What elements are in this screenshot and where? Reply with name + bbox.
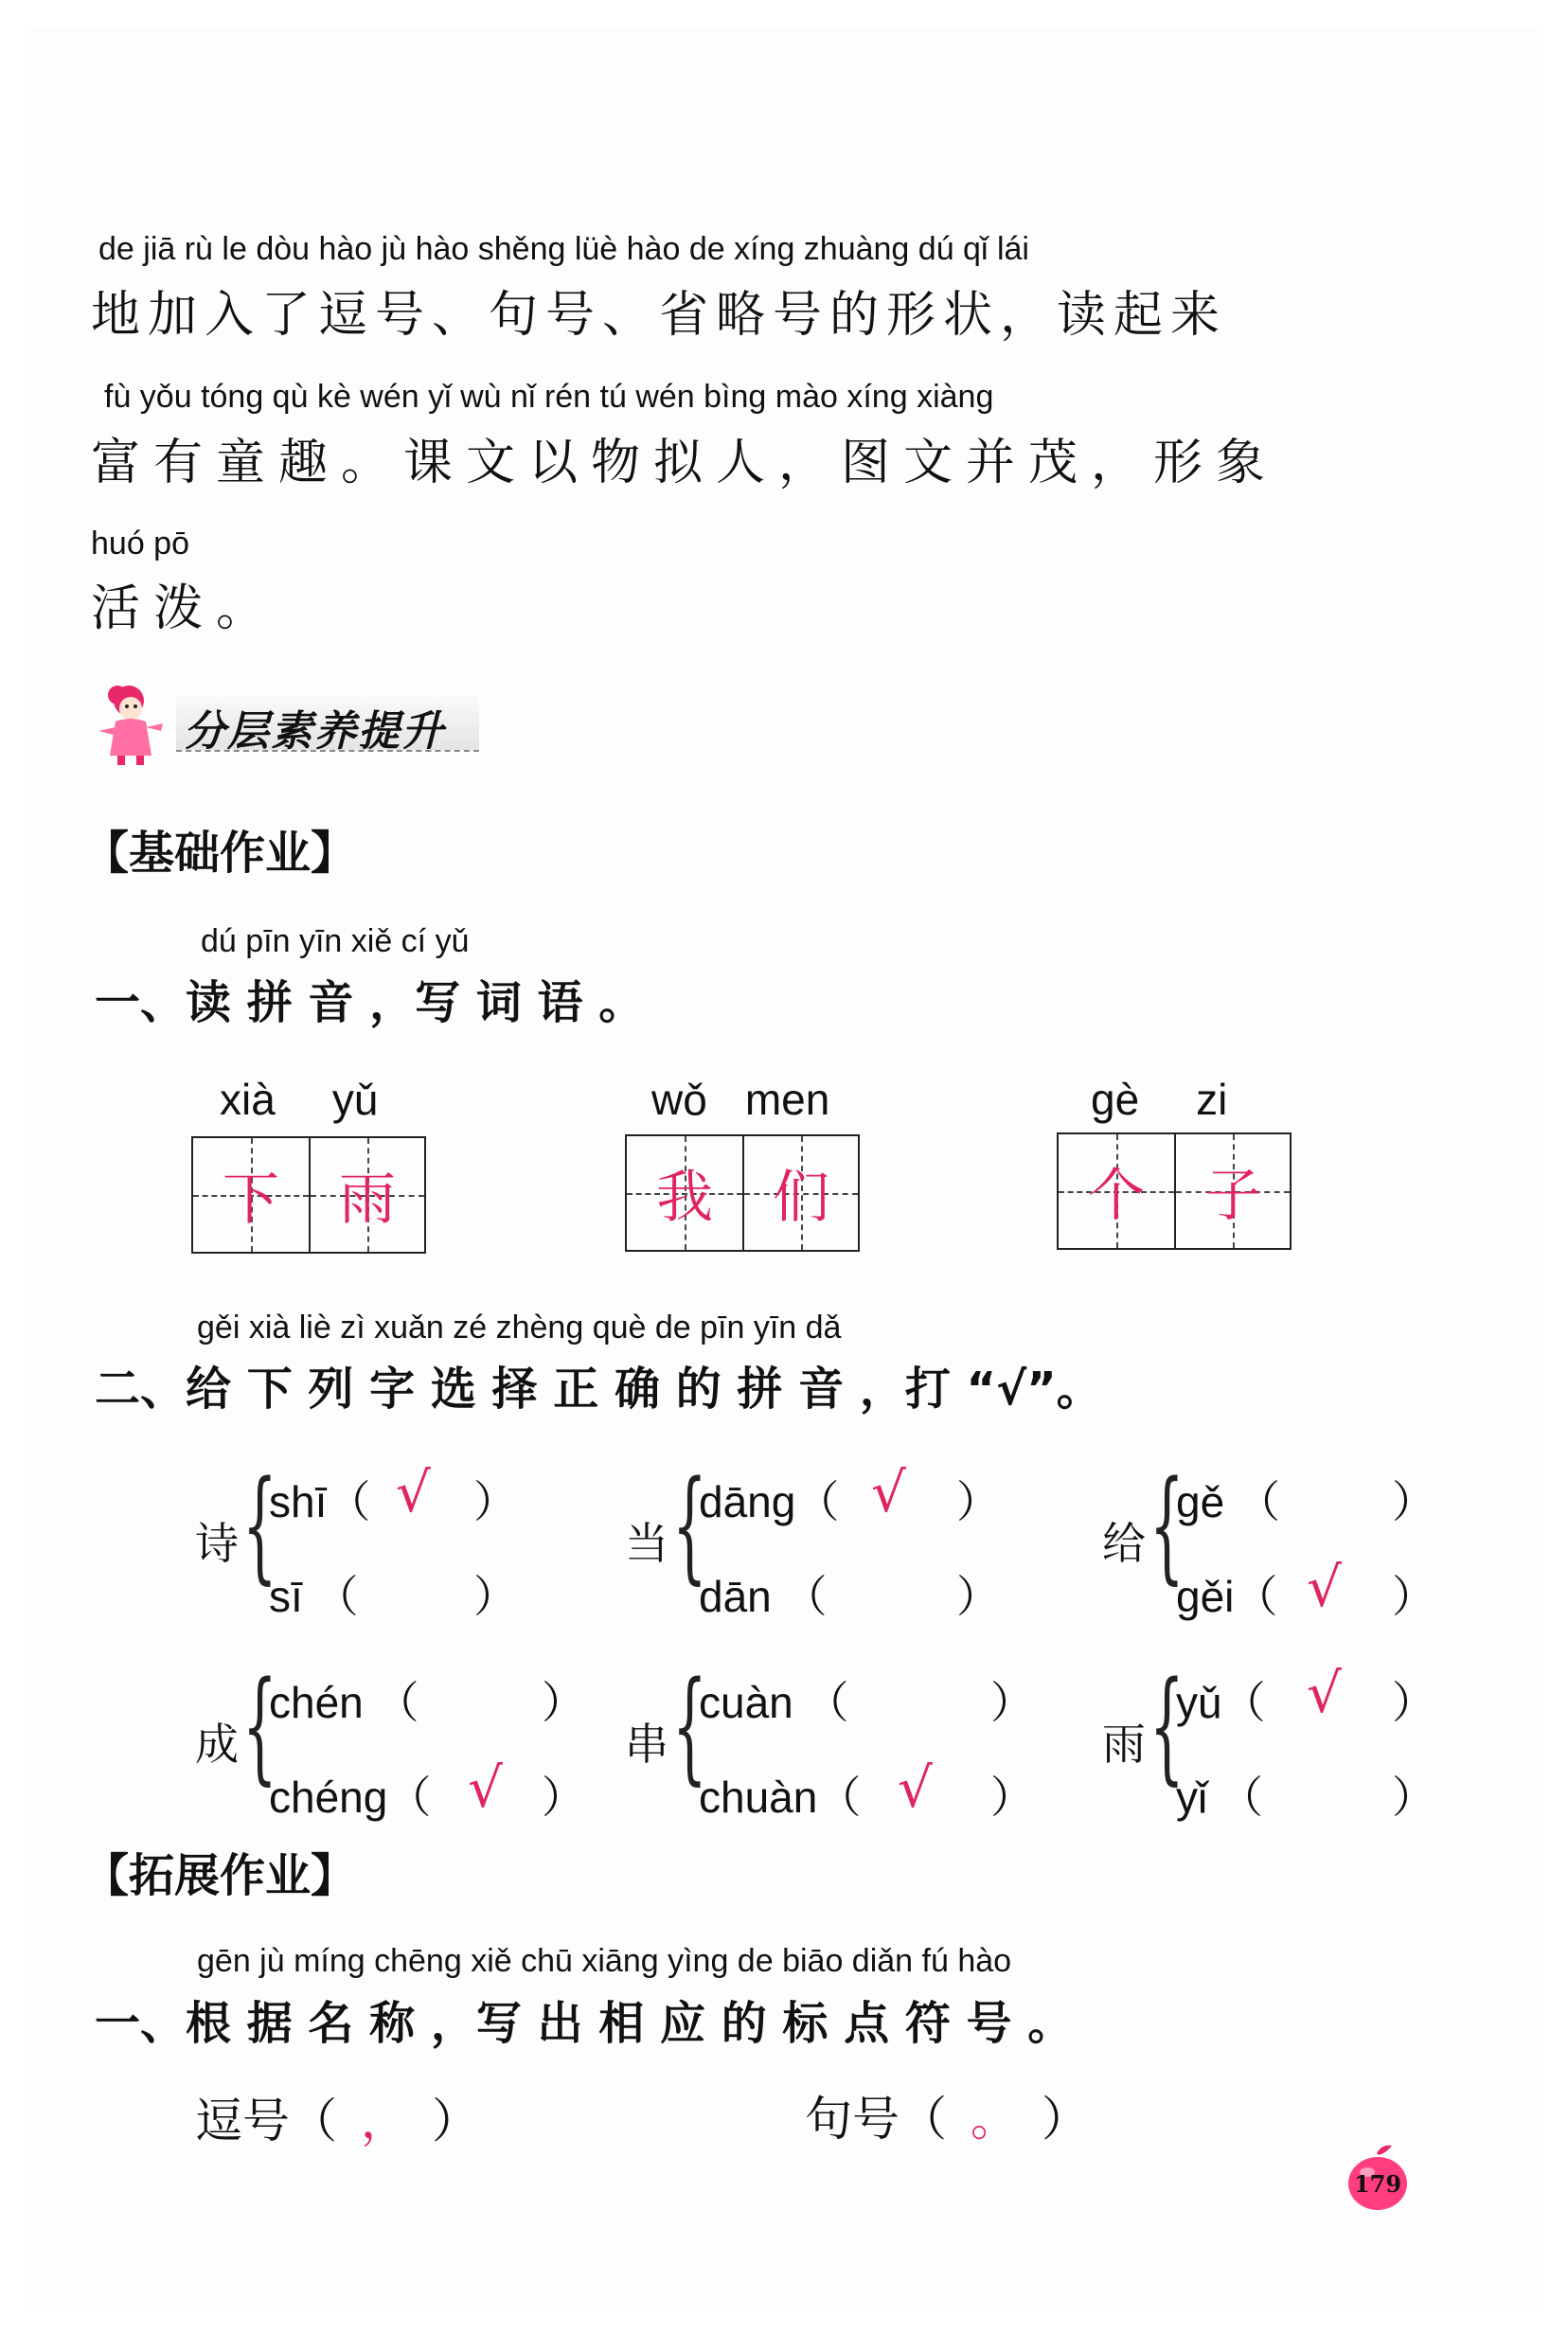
option-close-paren: ） (990, 1678, 1034, 1727)
pinyin-row: gēn jù míng chēng xiě chū xiāng yìng de biāo diǎn fú hào (197, 1943, 1012, 1979)
answer-label: 逗号（ (195, 2094, 337, 2148)
answer-mark: ， (361, 2094, 408, 2148)
choice-char: 串 (625, 1719, 668, 1770)
pinyin-option[interactable]: dān （ (699, 1572, 828, 1621)
intro-line3-text (91, 568, 278, 639)
pinyin: gè (1091, 1075, 1140, 1124)
choice-char: 雨 (1102, 1719, 1146, 1770)
choice-char: 当 (625, 1518, 668, 1569)
option-close-paren: ） (473, 1572, 517, 1621)
grid-cell (742, 1136, 858, 1250)
answer-mark: 。 (971, 2092, 1018, 2147)
choice-char: 诗 (195, 1518, 239, 1569)
answer-char: 们 (773, 1165, 829, 1231)
q1-prompt: 一、读 拼 音 ，写 词 语 。 (95, 976, 645, 1029)
extended-heading: 【拓展作业】 (83, 1849, 357, 1902)
option-close-paren: ） (1392, 1477, 1435, 1526)
option-close-paren: ） (956, 1477, 1000, 1526)
brace: { (672, 1656, 707, 1797)
choice-char: 给 (1102, 1518, 1146, 1569)
grid-cell (309, 1138, 424, 1252)
pinyin-option[interactable]: cuàn （ (699, 1678, 849, 1727)
pinyin: xià (220, 1075, 276, 1124)
pinyin-option[interactable]: gě （ (1176, 1477, 1280, 1526)
brace: { (1149, 1656, 1185, 1797)
answer-char: 子 (1204, 1163, 1261, 1229)
check-mark-icon: √ (898, 1756, 933, 1820)
pinyin-option[interactable]: chuàn（ (699, 1773, 862, 1822)
comma-answer (195, 2083, 479, 2151)
text-row: 地加入了逗号、句号、省略号的形状，读起来 (91, 287, 1228, 344)
brace: { (672, 1455, 707, 1596)
pinyin-option[interactable]: dāng（ (699, 1477, 840, 1526)
pinyin: men (744, 1075, 830, 1124)
answer-close: ） (1042, 2092, 1089, 2147)
q2-prompt: 二、给 下 列 字 选 择 正 确 的 拼 音 ，打 “√”。 (95, 1363, 1102, 1416)
q2-pinyin (197, 1310, 841, 1346)
answer-close: ） (432, 2094, 479, 2148)
option-close-paren: ） (1392, 1572, 1435, 1621)
period-answer (805, 2081, 1089, 2149)
option-close-paren: ） (473, 1477, 517, 1526)
basic-heading: 【基础作业】 (83, 827, 357, 880)
word2-pinyin (651, 1074, 829, 1125)
check-mark-icon: √ (1307, 1661, 1342, 1725)
answer-label: 句号（ (805, 2092, 947, 2147)
answer-char: 个 (1088, 1163, 1145, 1229)
intro-line1-pinyin (98, 231, 1405, 268)
page-number: 179 (1353, 2170, 1402, 2198)
pinyin-option[interactable]: gěi（ (1176, 1572, 1278, 1621)
pinyin: zi (1196, 1075, 1228, 1124)
check-mark-icon: √ (1307, 1555, 1342, 1619)
pinyin: yǔ (331, 1075, 379, 1124)
option-close-paren: ） (542, 1773, 585, 1822)
pinyin-option[interactable]: shī（ (269, 1477, 371, 1526)
ext-q1-prompt: 一、根 据 名 称 ，写 出 相 应 的 标 点 符 号 。 (95, 1997, 1074, 2050)
pinyin-row: de jiā rù le dòu hào jù hào shěng lüè hào de xíng zhuàng dú qǐ lái (98, 231, 1029, 267)
brace: { (242, 1455, 277, 1596)
check-mark-icon: √ (871, 1460, 906, 1524)
intro-line2-text (91, 422, 1278, 493)
brace: { (242, 1656, 277, 1797)
q1-pinyin (201, 923, 470, 960)
pinyin: wǒ (651, 1075, 707, 1124)
word1-grid (191, 1136, 426, 1254)
option-close-paren: ） (956, 1572, 1000, 1621)
answer-char: 下 (223, 1167, 279, 1233)
choice-char: 成 (195, 1719, 239, 1770)
answer-char: 我 (656, 1165, 713, 1231)
check-mark-icon: √ (396, 1460, 431, 1524)
text-row: 富有童趣。课文以物拟人，图文并茂，形象 (91, 435, 1279, 491)
ext-q1-pinyin (197, 1943, 1011, 1980)
grid-cell (1174, 1134, 1290, 1248)
pinyin-row: gěi xià liè zì xuǎn zé zhèng què de pīn yīn dǎ (197, 1310, 842, 1346)
section-banner (89, 674, 496, 769)
option-close-paren: ） (1392, 1773, 1435, 1822)
pinyin-row: dú pīn yīn xiě cí yǔ (201, 923, 470, 959)
check-mark-icon: √ (468, 1756, 503, 1820)
pinyin-option[interactable]: yǐ （ (1176, 1773, 1263, 1822)
word3-grid (1057, 1132, 1292, 1250)
option-close-paren: ） (542, 1678, 585, 1727)
intro-line3-pinyin (91, 526, 189, 562)
pinyin-option[interactable]: chéng（ (269, 1773, 432, 1822)
answer-char: 雨 (339, 1167, 396, 1233)
banner-label: 分层素养提升 (184, 707, 445, 756)
grid-cell (627, 1136, 742, 1250)
pinyin-row: huó pō (91, 526, 189, 561)
option-close-paren: ） (990, 1773, 1034, 1822)
grid-cell (193, 1138, 309, 1252)
word2-grid (625, 1134, 860, 1252)
brace: { (1149, 1455, 1185, 1596)
grid-cell (1059, 1134, 1174, 1248)
pinyin-option[interactable]: yǔ（ (1176, 1678, 1266, 1727)
pinyin-option[interactable]: chén （ (269, 1678, 419, 1727)
intro-line2-pinyin (104, 379, 993, 416)
intro-line1-text (91, 275, 1227, 346)
text-row: 活泼。 (91, 580, 279, 637)
page-number-badge (1345, 2142, 1411, 2212)
word3-pinyin (1091, 1074, 1227, 1125)
pinyin-row: fù yǒu tóng qù kè wén yǐ wù nǐ rén tú wén bìng mào xíng xiàng (104, 379, 994, 415)
pinyin-option[interactable]: sī （ (269, 1572, 359, 1621)
option-close-paren: ） (1392, 1678, 1435, 1727)
girl-mascot-icon (89, 674, 184, 769)
word1-pinyin (220, 1074, 378, 1125)
